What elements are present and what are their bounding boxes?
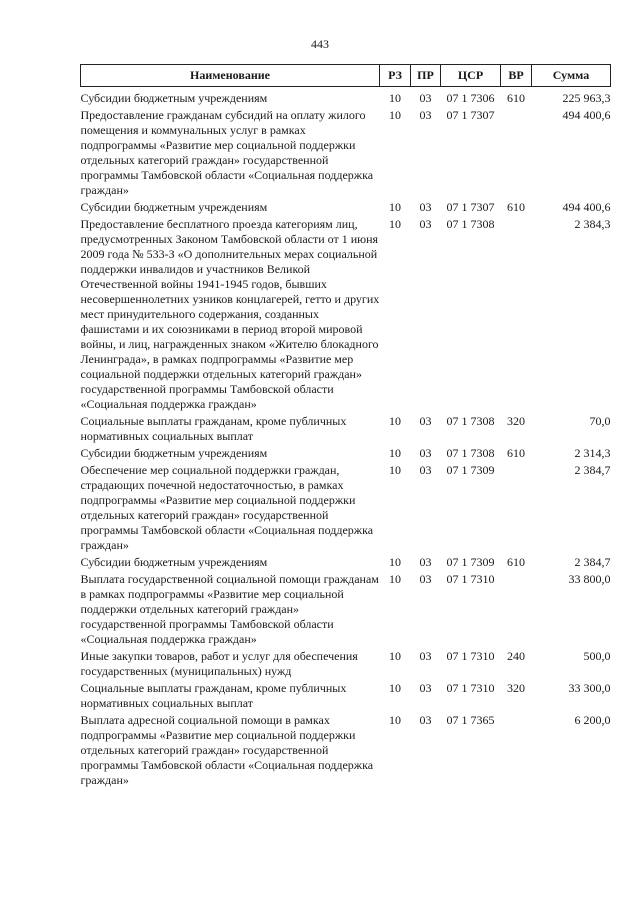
row-rz: 10 (389, 414, 401, 428)
row-name: Предоставление бесплатного проезда категориям лиц, предусмотренных Законом Тамбовской области от 1 июня 2009 года № 533-З «О дополнительных мерах социальной поддержки инвалидов и участников Великой Отечественной войны 1941-1945 годов, бывших несовершеннолетних узников концлагерей, гетто и других мест принудительного содержания, созданных фашистами и их союзниками в период второй мировой войны, и лиц, награжденных знаком «Жителю блокадного Ленинграда», в рамках подпрограммы «Развитие мер социальной поддержки отдельных категорий граждан» государственной программы Тамбовской области «Социальная поддержка граждан» (80, 217, 380, 411)
row-pr: 03 (419, 108, 432, 122)
row-name: Субсидии бюджетным учреждениям (80, 200, 268, 214)
row-csr: 07 1 7310 (446, 649, 495, 663)
row-csr: 07 1 7308 (446, 446, 495, 460)
table-row (81, 713, 611, 790)
budget-table (80, 64, 611, 790)
row-vr: 320 (507, 681, 525, 695)
row-name: Предоставление гражданам субсидий на оплату жилого помещения и коммунальных услуг в рамках подпрограммы «Развитие мер социальной поддержки отдельных категорий граждан» государственной программы Тамбовской области «Социальная поддержка граждан» (80, 108, 374, 197)
row-vr (501, 463, 532, 555)
row-sum: 494 400,6 (562, 108, 611, 122)
row-rz: 10 (389, 681, 401, 695)
row-name: Социальные выплаты гражданам, кроме публичных нормативных социальных выплат (80, 681, 347, 710)
table-row (81, 217, 611, 414)
row-pr: 03 (419, 681, 432, 695)
row-csr: 07 1 7307 (446, 200, 495, 214)
header-vr: ВР (501, 65, 532, 87)
row-vr: 610 (507, 555, 525, 569)
row-csr: 07 1 7308 (446, 217, 495, 231)
table-row (81, 463, 611, 555)
row-name: Иные закупки товаров, работ и услуг для обеспечения государственных (муниципальных) нужд (80, 649, 358, 678)
row-csr: 07 1 7307 (446, 108, 495, 122)
row-sum: 225 963,3 (562, 91, 611, 105)
row-sum: 2 384,7 (574, 555, 611, 569)
header-pr: ПР (411, 65, 441, 87)
row-rz: 10 (389, 713, 401, 727)
row-pr: 03 (419, 649, 432, 663)
row-sum: 2 314,3 (574, 446, 611, 460)
table-row (81, 681, 611, 713)
row-sum: 33 300,0 (568, 681, 611, 695)
row-sum: 6 200,0 (574, 713, 611, 727)
page-number: 443 (311, 37, 329, 51)
row-csr: 07 1 7308 (446, 414, 495, 428)
row-vr: 610 (507, 200, 525, 214)
row-pr: 03 (419, 217, 432, 231)
row-pr: 03 (419, 572, 432, 586)
row-rz: 10 (389, 91, 401, 105)
table-row (81, 572, 611, 649)
row-rz: 10 (389, 463, 401, 477)
table-row (81, 414, 611, 446)
table-row (81, 446, 611, 463)
row-rz: 10 (389, 446, 401, 460)
row-vr (501, 713, 532, 790)
row-sum: 2 384,7 (574, 463, 611, 477)
row-rz: 10 (389, 217, 401, 231)
row-rz: 10 (389, 555, 401, 569)
row-pr: 03 (419, 200, 432, 214)
row-csr: 07 1 7309 (446, 463, 495, 477)
row-vr (501, 217, 532, 414)
row-csr: 07 1 7310 (446, 681, 495, 695)
row-sum: 70,0 (589, 414, 611, 428)
row-sum: 494 400,6 (562, 200, 611, 214)
row-name: Социальные выплаты гражданам, кроме публичных нормативных социальных выплат (80, 414, 347, 443)
row-vr: 610 (507, 446, 525, 460)
row-sum: 2 384,3 (574, 217, 611, 231)
header-rz: РЗ (380, 65, 411, 87)
row-pr: 03 (419, 463, 432, 477)
row-vr (501, 108, 532, 200)
table-row (81, 200, 611, 217)
row-name: Субсидии бюджетным учреждениям (80, 91, 268, 105)
row-name: Субсидии бюджетным учреждениям (80, 446, 268, 460)
row-rz: 10 (389, 649, 401, 663)
table-row (81, 555, 611, 572)
row-name: Субсидии бюджетным учреждениям (80, 555, 268, 569)
row-vr: 610 (507, 91, 525, 105)
row-name: Выплата адресной социальной помощи в рамках подпрограммы «Развитие мер социальной поддержки отдельных категорий граждан» государственной программы Тамбовской области «Социальная поддержка граждан» (80, 713, 374, 787)
table-row (81, 649, 611, 681)
row-pr: 03 (419, 91, 432, 105)
header-sum: Сумма (532, 65, 611, 87)
header-name: Наименование (81, 65, 380, 87)
table-row (81, 87, 611, 109)
row-vr (501, 572, 532, 649)
row-name: Обеспечение мер социальной поддержки граждан, страдающих почечной недостаточностью, в рамках подпрограммы «Развитие мер социальной поддержки отдельных категорий граждан» государственной программы Тамбовской области «Социальная поддержка граждан» (80, 463, 374, 552)
row-rz: 10 (389, 108, 401, 122)
row-csr: 07 1 7309 (446, 555, 495, 569)
table-header-row (81, 65, 611, 87)
row-pr: 03 (419, 713, 432, 727)
header-csr: ЦСР (441, 65, 501, 87)
row-sum: 500,0 (583, 649, 611, 663)
table-row (81, 108, 611, 200)
row-name: Выплата государственной социальной помощи гражданам в рамках подпрограммы «Развитие мер социальной поддержки отдельных категорий граждан» государственной программы Тамбовской области «Социальная поддержка граждан» (80, 572, 379, 646)
row-rz: 10 (389, 572, 401, 586)
row-csr: 07 1 7365 (446, 713, 495, 727)
row-csr: 07 1 7310 (446, 572, 495, 586)
row-pr: 03 (419, 446, 432, 460)
row-rz: 10 (389, 200, 401, 214)
row-pr: 03 (419, 555, 432, 569)
row-vr: 240 (507, 649, 525, 663)
row-vr: 320 (507, 414, 525, 428)
row-sum: 33 800,0 (568, 572, 611, 586)
row-csr: 07 1 7306 (446, 91, 495, 105)
row-pr: 03 (419, 414, 432, 428)
